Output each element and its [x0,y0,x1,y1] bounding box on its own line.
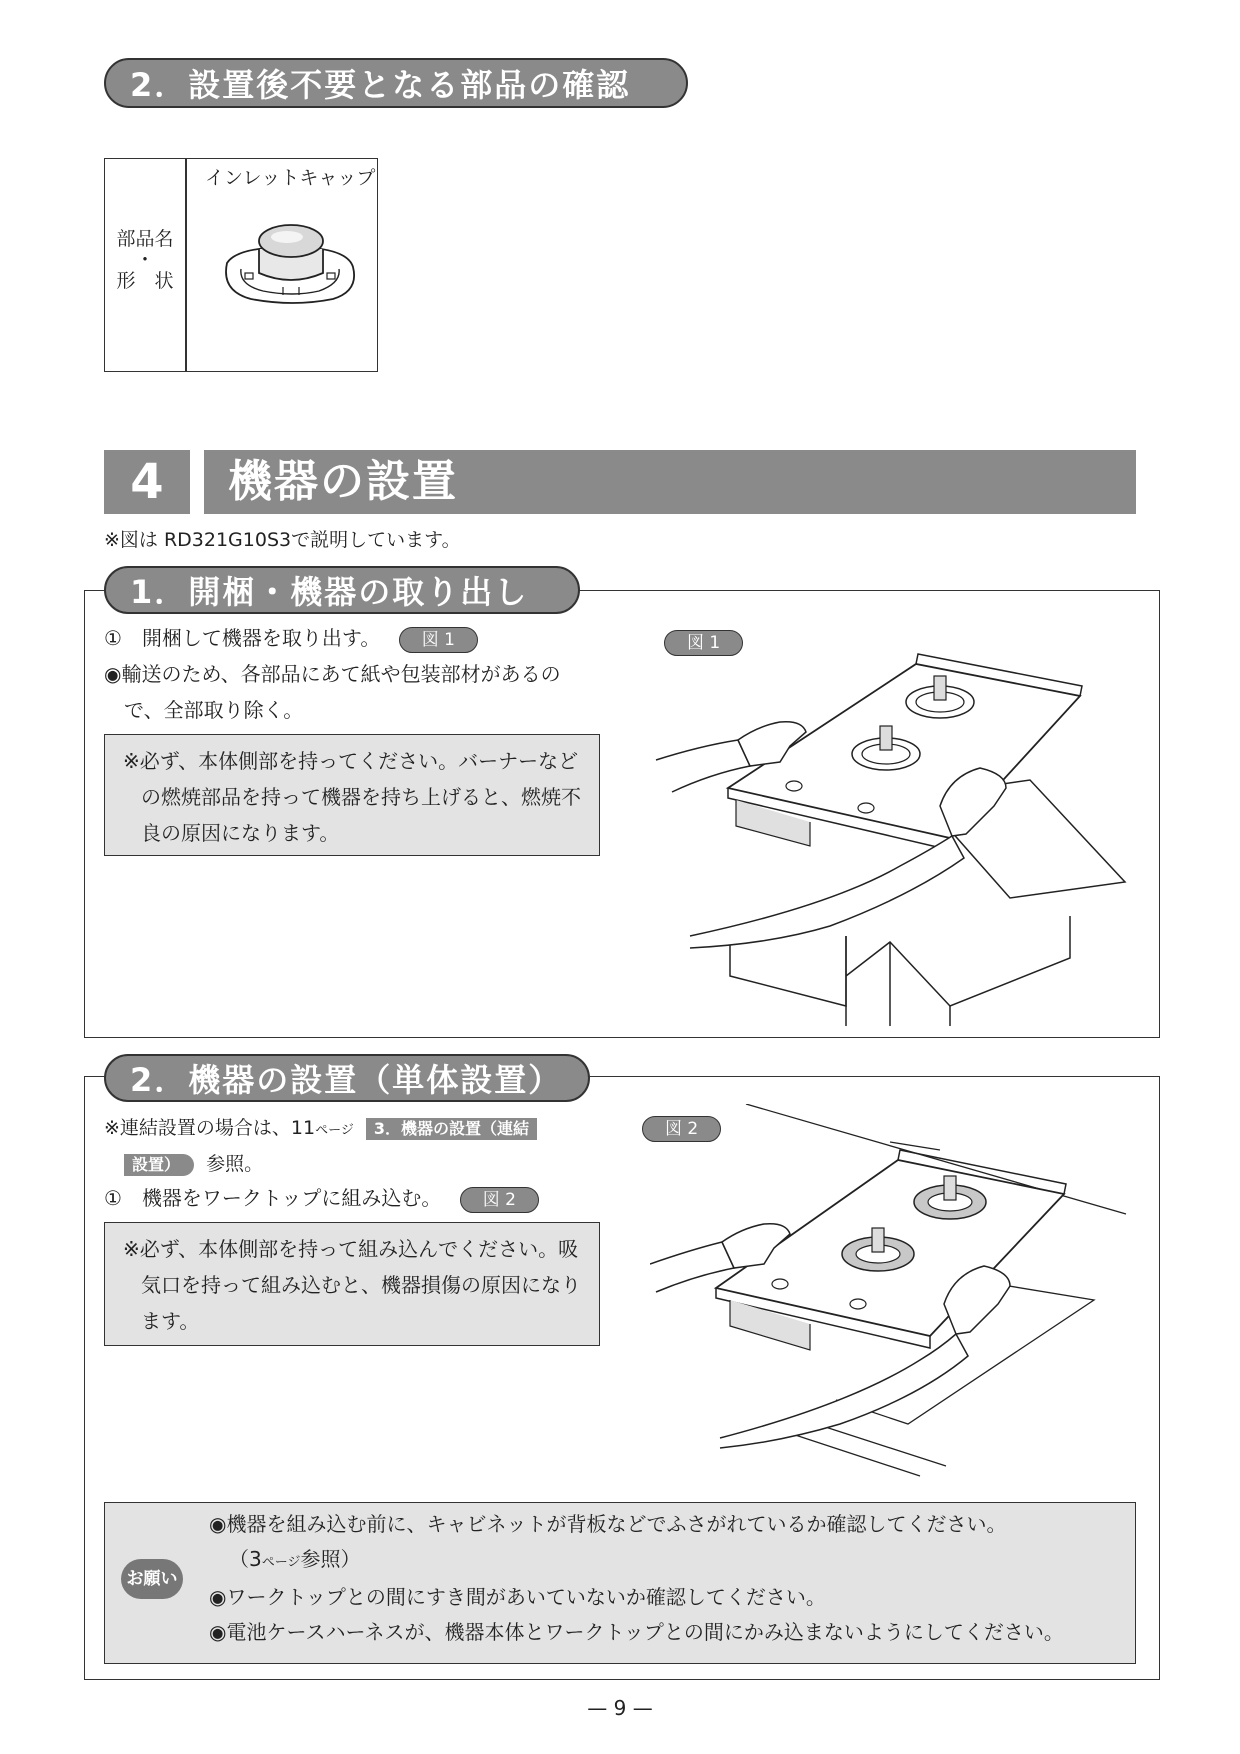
unpacking-illustration [650,636,1130,1028]
section-heading-unneeded-parts: 2．設置後不要となる部品の確認 [104,58,688,108]
chapter-number: 4 [104,450,190,514]
install-caution: ※必ず、本体側部を持って組み込んでください。吸気口を持って組み込むと、機器損傷の原因になります。 [104,1222,600,1346]
linked-install-ref: ※連結設置の場合は、11ページ 3．機器の設置（連結 [104,1110,537,1149]
part-name: インレットキャップ [205,167,376,189]
unpack-caution: ※必ず、本体側部を持ってください。バーナーなどの燃焼部品を持って機器を持ち上げると、燃焼不良の原因になります。 [104,734,600,856]
unpack-step: ① 開梱して機器を取り出す。 図 1 [104,620,478,656]
figure-label-1: 図 1 [664,630,743,656]
request-badge: お願い [121,1559,183,1599]
installation-illustration [650,1104,1130,1494]
request-box [104,1502,1136,1664]
inlet-cap-illustration [215,211,365,311]
request-item: ◉機器を組み込む前に、キャビネットが背板などでふさがれているか確認してください。 [209,1512,1007,1536]
section-heading-installation: 2．機器の設置（単体設置） [104,1054,590,1102]
figure-label-2: 図 2 [642,1116,721,1142]
install-step: ① 機器をワークトップに組み込む。 図 2 [104,1180,539,1216]
chapter-title: 機器の設置 [204,450,1136,514]
page-number: — 9 — [587,1696,653,1720]
ref-badge: 3．機器の設置（連結 [366,1118,537,1140]
request-list [209,1507,1064,1650]
request-item: ◉電池ケースハーネスが、機器本体とワークトップとの間にかみ込まないようにしてください。 [209,1620,1064,1644]
section-heading-unpacking: 1．開梱・機器の取り出し [104,566,580,614]
parts-table-label: 部品名 ・ 形 状 [116,228,174,292]
unpack-bullet: ◉輸送のため、各部品にあて紙や包装部材があるの で、全部取り除く。 [104,662,561,722]
request-item: ◉ワークトップとの間にすき間があいていないか確認してください。 [209,1585,826,1609]
linked-install-ref-cont: 設置） 参照。 [124,1146,263,1182]
ref-badge-cont: 設置） [124,1154,194,1176]
parts-table [104,158,378,372]
figure-ref-badge-2: 図 2 [460,1187,539,1213]
chapter-note: ※図は RD321G10S3で説明しています。 [104,529,461,551]
request-item-cont: （3ページ参照） [229,1547,361,1571]
figure-ref-badge: 図 1 [399,627,478,653]
